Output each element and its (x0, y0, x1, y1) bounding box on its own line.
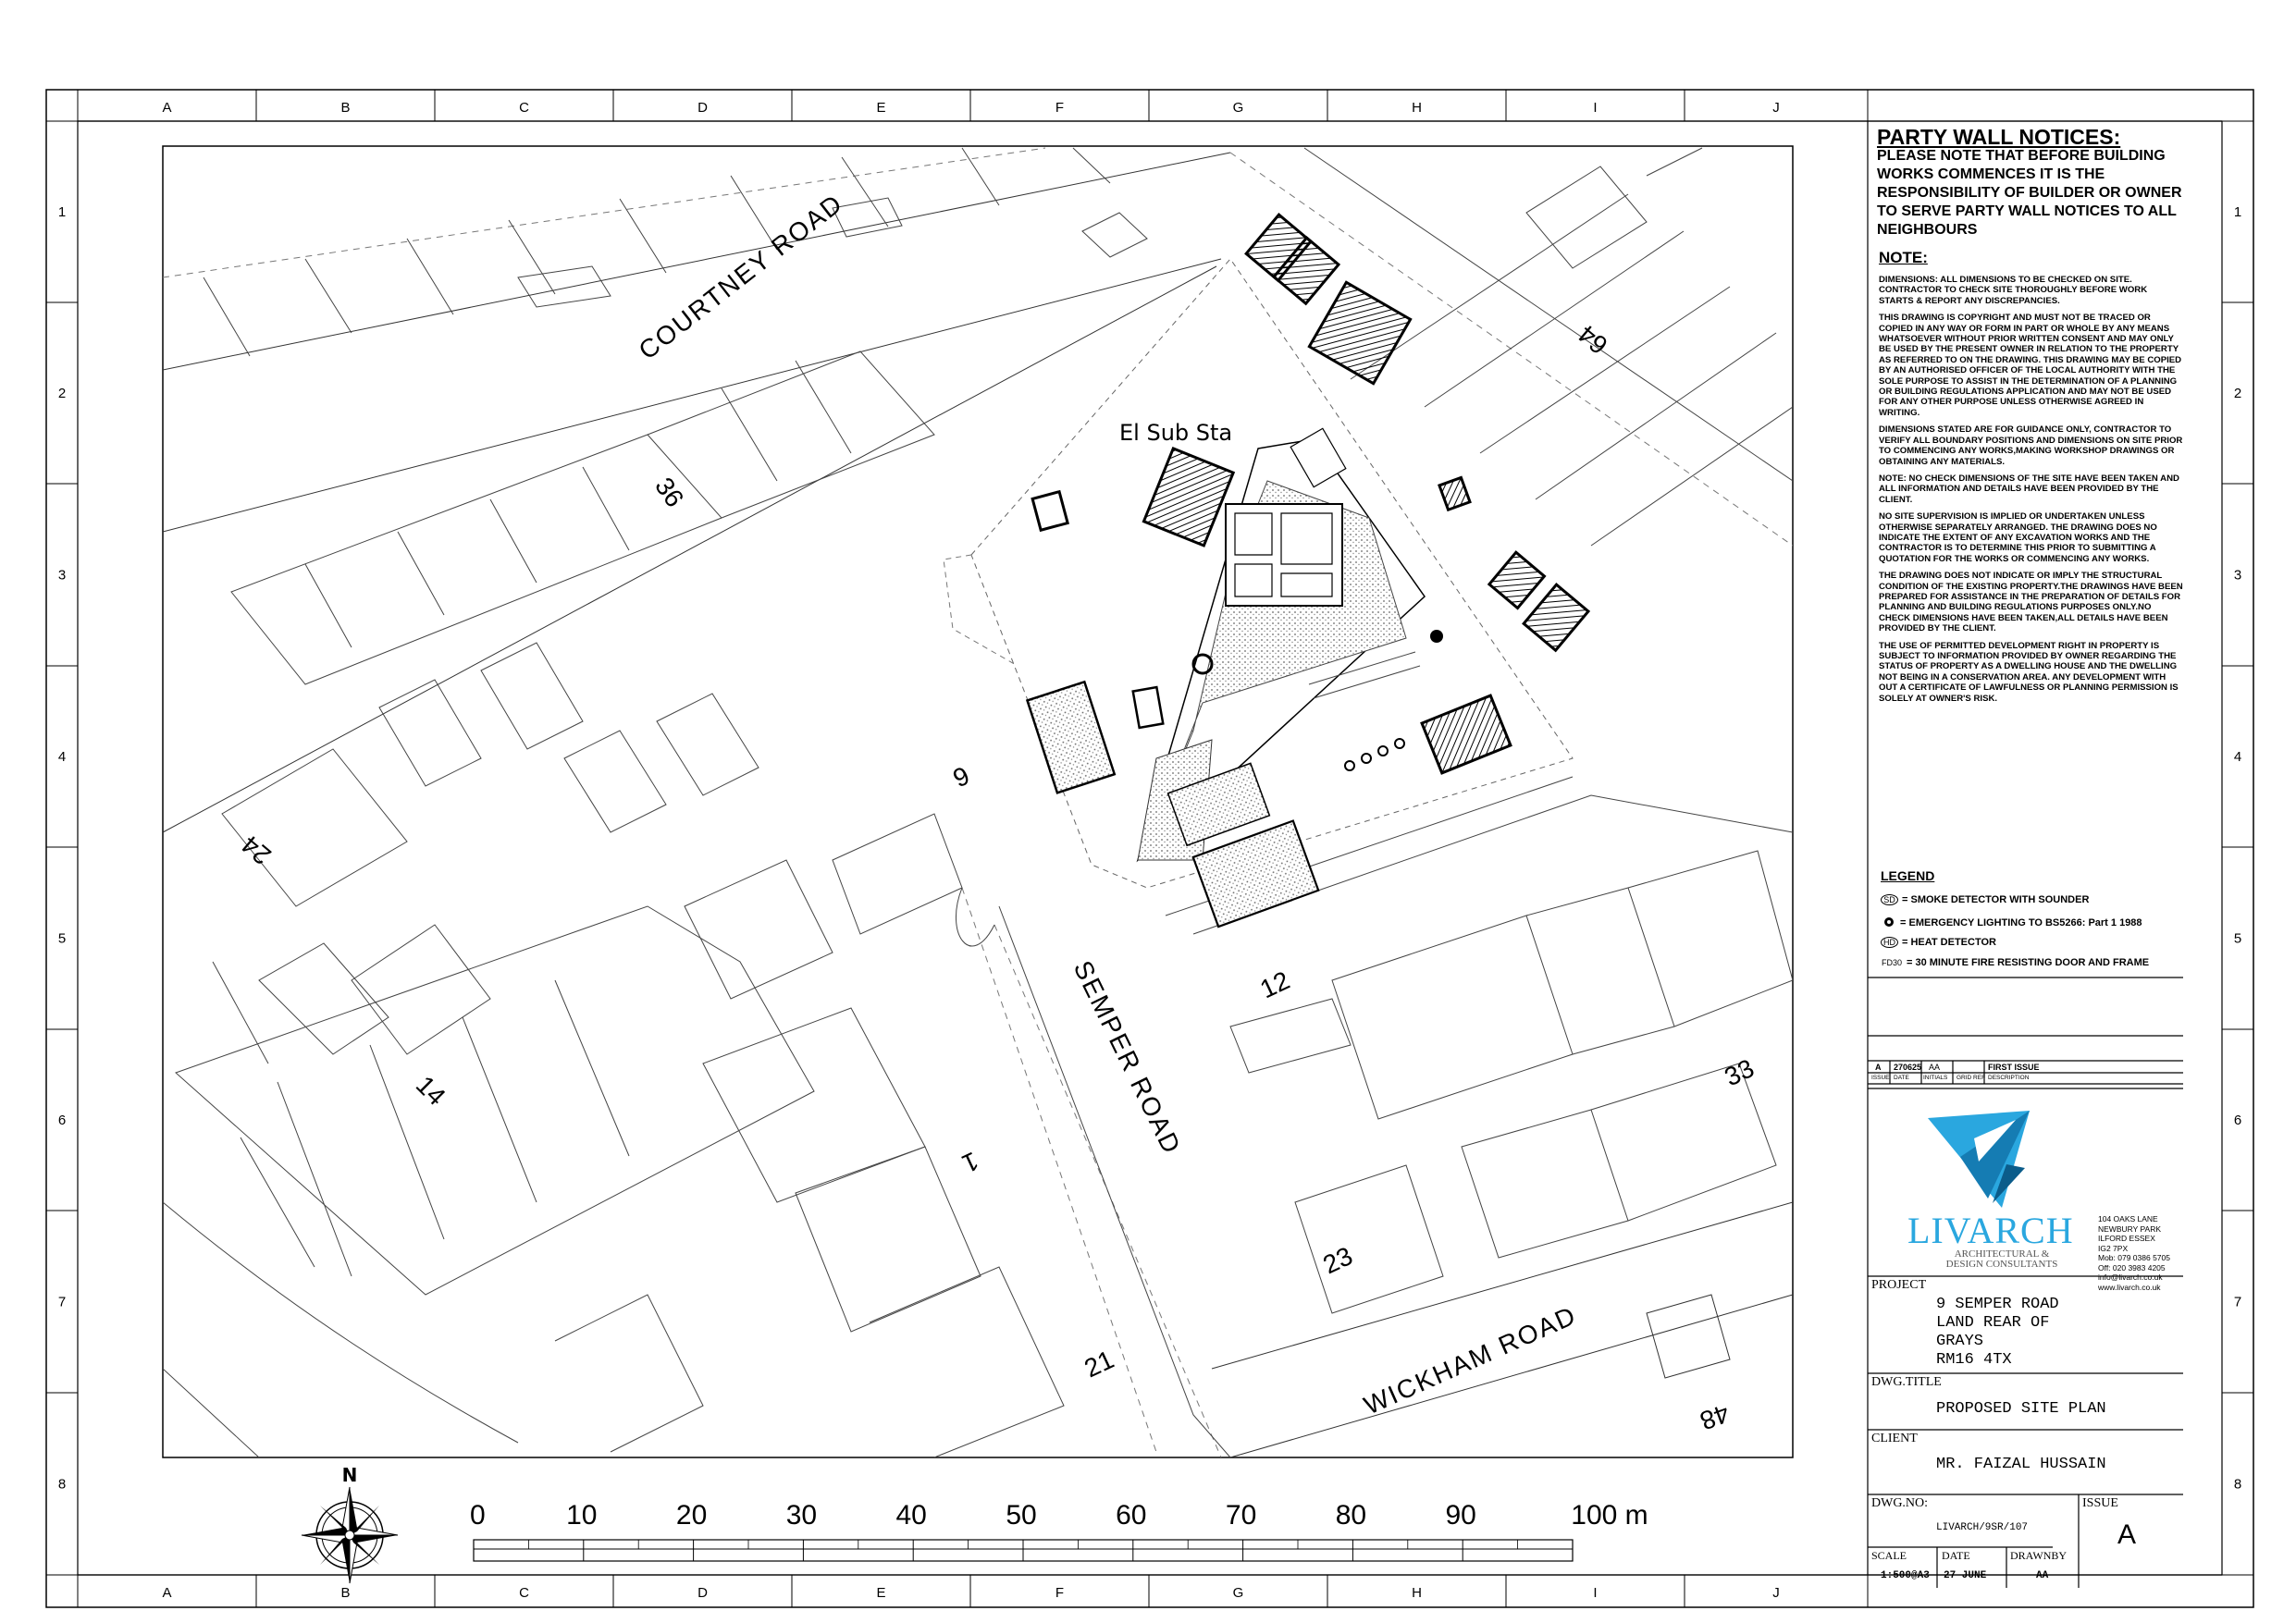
grid-col-top-H: H (1412, 100, 1422, 116)
courtney-road-label: COURTNEY ROAD (633, 188, 849, 365)
legend-heat-text: = HEAT DETECTOR (1902, 937, 1996, 948)
scale-label-2: 20 (675, 1500, 708, 1531)
revision-description: FIRST ISSUE (1988, 1063, 2040, 1072)
scale-label-6: 60 (1116, 1500, 1147, 1531)
grid-col-top-G: G (1232, 100, 1244, 116)
grid-row-right-3: 3 (2233, 567, 2242, 584)
dwg-title-label: DWG.TITLE (1871, 1375, 1942, 1389)
project-line-1: 9 SEMPER ROAD (1936, 1296, 2059, 1313)
grid-col-top-D: D (697, 100, 708, 116)
house-number-21: 21 (1080, 1345, 1118, 1383)
house-number-33: 33 (1720, 1053, 1759, 1092)
house-number-9: 9 (948, 760, 974, 793)
grid-col-bottom-B: B (340, 1585, 351, 1601)
grid-col-top-B: B (340, 100, 351, 116)
date-label: DATE (1942, 1549, 1970, 1562)
scale-value: 1:500@A3 (1881, 1570, 1930, 1581)
issue-value: A (2117, 1519, 2137, 1550)
smoke-detector-symbol: SD (1881, 894, 1898, 905)
address-line: ILFORD ESSEX (2098, 1234, 2155, 1243)
project-line-2: LAND REAR OF (1936, 1314, 2050, 1332)
grid-col-bottom-J: J (1772, 1585, 1780, 1601)
grid-col-top-F: F (1055, 100, 1065, 116)
grid-row-left-4: 4 (57, 749, 67, 765)
house-number-23: 23 (1318, 1241, 1357, 1280)
client-name: MR. FAIZAL HUSSAIN (1936, 1456, 2106, 1473)
shed-left (1133, 687, 1164, 728)
revision-date: 270625 (1894, 1063, 1922, 1072)
grid-col-top-E: E (876, 100, 886, 116)
grid-row-left-7: 7 (57, 1294, 67, 1310)
grid-row-left-1: 1 (57, 204, 67, 220)
revision-header-description: DESCRIPTION (1988, 1075, 2030, 1081)
revision-header-initials: INITIALS (1923, 1075, 1948, 1081)
house-number-64: 64 (1573, 319, 1613, 361)
north-arrow-icon (302, 1464, 398, 1583)
brand-name: LIVARCH (1907, 1210, 2074, 1251)
house-number-24: 24 (236, 830, 277, 871)
revision-issue: A (1875, 1063, 1882, 1072)
scale-label-8: 80 (1335, 1500, 1367, 1531)
dwg-no: LIVARCH/9SR/107 (1936, 1522, 2029, 1533)
grid-col-bottom-C: C (519, 1585, 529, 1601)
revision-header-date: DATE (1894, 1075, 1909, 1081)
address-office: Off: 020 3983 4205 (2098, 1262, 2166, 1273)
legend-fire-door-text: = 30 MINUTE FIRE RESISTING DOOR AND FRAME (1907, 957, 2150, 968)
scale-label-4: 40 (895, 1500, 927, 1531)
grid-col-bottom-H: H (1412, 1585, 1422, 1601)
grid-row-left-3: 3 (57, 567, 67, 584)
legend-title: LEGEND (1881, 868, 1935, 883)
grid-col-bottom-A: A (162, 1585, 172, 1601)
shrub (1430, 630, 1443, 643)
project-label: PROJECT (1871, 1278, 1927, 1292)
grid-col-bottom-F: F (1055, 1585, 1065, 1601)
grid-col-top-C: C (519, 100, 529, 116)
livarch-logo-icon (1923, 1111, 2034, 1212)
brand-tagline-1: ARCHITECTURAL & (1954, 1248, 2050, 1260)
project-line-4: RM16 4TX (1936, 1351, 2012, 1369)
wickham-road-label: WICKHAM ROAD (1359, 1300, 1581, 1420)
address-website: www.livarch.co.uk (2098, 1282, 2161, 1292)
note-7: THE USE OF PERMITTED DEVELOPMENT RIGHT IN PROPERTY IS SUBJECT TO INFORMATION PROVIDED BY OWNER REGARDING THE STATUS OF PROPERTY AS A DWELLING HOUSE AND THE DWELLING NOT BEING IN A CONSERVATION AREA. ANY DEVELOPMENT WITH OUT A CERTIFICATE OF LAWFULNESS OR PLANNING PERMISSION IS SOLELY AT OWNER'S RISK. (1879, 640, 2179, 704)
grid-row-left-8: 8 (57, 1476, 67, 1493)
legend-smoke-text: = SMOKE DETECTOR WITH SOUNDER (1902, 894, 2090, 905)
house-number-14: 14 (410, 1070, 451, 1112)
grid-row-right-7: 7 (2233, 1294, 2242, 1310)
grid-col-bottom-G: G (1232, 1585, 1244, 1601)
scale-label-9: 90 (1445, 1500, 1476, 1531)
scale-label-7: 70 (1225, 1500, 1257, 1531)
grid-row-left-2: 2 (57, 386, 67, 401)
date-value: 27 JUNE (1944, 1570, 1987, 1581)
note-3: DIMENSIONS STATED ARE FOR GUIDANCE ONLY, CONTRACTOR TO VERIFY ALL BOUNDARY POSITIONS AND DIMENSIONS ON SITE PRIOR TO COMMENCING ANY WORKS,MAKING WORKSHOP DRAWINGS OR OBTAINING ANY MATERIALS. (1879, 424, 2183, 467)
grid-row-right-4: 4 (2233, 749, 2242, 765)
issue-label: ISSUE (2082, 1496, 2118, 1510)
revision-header-gridref: GRID REF (1957, 1075, 1986, 1081)
grid-col-bottom-I: I (1593, 1585, 1598, 1601)
dwg-no-label: DWG.NO: (1871, 1496, 1929, 1510)
grid-row-left-6: 6 (57, 1113, 67, 1128)
scale-bar (470, 1500, 1648, 1561)
scale-label-5: 50 (1006, 1500, 1037, 1531)
scale-label-1: 10 (566, 1500, 598, 1531)
substation-label: El Sub Sta (1119, 420, 1233, 446)
party-wall-title: PARTY WALL NOTICES: (1877, 125, 2121, 149)
project-address (1936, 1296, 2059, 1370)
brand-tagline-2: DESIGN CONSULTANTS (1945, 1259, 2058, 1270)
address-mobile: Mob: 079 0386 5705 (2098, 1253, 2170, 1262)
company-address (2098, 1214, 2170, 1292)
party-wall-text: PLEASE NOTE THAT BEFORE BUILDING WORKS COMMENCES IT IS THE RESPONSIBILITY OF BUILDER OR OWNER TO SERVE PARTY WALL NOTICES TO ALL NEIGHBOURS (1877, 148, 2182, 238)
grid-col-bottom-D: D (697, 1585, 708, 1601)
scale-label-3: 30 (785, 1500, 818, 1531)
revision-initials: AA (1929, 1063, 1941, 1072)
address-line: 104 OAKS LANE (2098, 1214, 2158, 1223)
grid-col-bottom-E: E (876, 1585, 886, 1601)
project-line-3: GRAYS (1936, 1333, 1984, 1350)
scale-label-10: 100 m (1571, 1500, 1648, 1531)
grid-col-top-A: A (162, 100, 172, 116)
grid-row-right-6: 6 (2233, 1113, 2242, 1128)
revision-header-issue: ISSUE (1871, 1075, 1890, 1081)
brand-tagline (1923, 1249, 2080, 1270)
dwg-title: PROPOSED SITE PLAN (1936, 1400, 2106, 1418)
legend-emergency-text: = EMERGENCY LIGHTING TO BS5266: Part 1 1988 (1900, 917, 2142, 928)
title-block (1868, 125, 2183, 1588)
semper-road-label: SEMPER ROAD (1068, 956, 1187, 1160)
north-label: N (341, 1464, 358, 1486)
note-2: THIS DRAWING IS COPYRIGHT AND MUST NOT BE TRACED OR COPIED IN ANY WAY OR FORM IN PART OR WHOLE BY ANY MEANS WHATSOEVER WITHOUT PRIOR WRITTEN CONSENT AND MAY ONLY BE USED BY THE PRESENT OWNER IN RELATION TO THE PROPERTY AS REFERRED TO ON THE DRAWING. THIS DRAWING MAY BE COPIED BY AN AUTHORISED OFFICER OF THE LOCAL AUTHORITY WITH THE SOLE PURPOSE TO ASSIST IN THE DETERMINATION OF A PLANNING OR BUILDING REGULATIONS APPLICATION AND MAY NOT BE USED FOR ANY OTHER PURPOSE UNLESS OTHERWISE AGREED IN WRITING. (1879, 313, 2182, 418)
scale-label: SCALE (1871, 1549, 1907, 1562)
address-email: info@livarch.co.uk (2098, 1273, 2163, 1282)
grid-row-right-5: 5 (2233, 930, 2242, 947)
site-plan-map (163, 146, 1793, 1457)
scale-label-0: 0 (470, 1500, 486, 1531)
drawn-by-value: AA (2036, 1570, 2049, 1581)
grid-row-right-2: 2 (2233, 386, 2242, 401)
house-number-36: 36 (649, 472, 690, 512)
house-number-12: 12 (1255, 965, 1294, 1004)
heat-detector-symbol: HD (1881, 937, 1898, 948)
note-4: NOTE: NO CHECK DIMENSIONS OF THE SITE HAVE BEEN TAKEN AND ALL INFORMATION AND DETAILS HAVE BEEN PROVIDED BY THE CLIENT. (1879, 473, 2179, 505)
note-title: NOTE: (1879, 249, 1928, 266)
grid-row-right-8: 8 (2233, 1476, 2242, 1493)
house-number-48: 48 (1696, 1398, 1734, 1436)
note-1: DIMENSIONS: ALL DIMENSIONS TO BE CHECKED ON SITE. CONTRACTOR TO CHECK SITE THOROUGHLY BEFORE WORK STARTS & REPORT ANY DISCREPANCIES. (1879, 275, 2148, 306)
grid-row-left-5: 5 (57, 930, 67, 947)
grid-row-right-1: 1 (2233, 204, 2242, 220)
grid-col-top-J: J (1772, 100, 1780, 116)
drawn-by-label: DRAWNBY (2010, 1549, 2068, 1562)
note-6: THE DRAWING DOES NOT INDICATE OR IMPLY THE STRUCTURAL CONDITION OF THE EXISTING PROPERTY.THE DRAWINGS HAVE BEEN PREPARED FOR ASSISTANCE IN THE PREPARATION OF DETAILS FOR PLANNING AND BUILDING REGULATIONS PURPOSES ONLY.NO CHECK DIMENSIONS HAVE BEEN TAKEN,ALL DETAILS HAVE BEEN PROVIDED BY THE CLIENT. (1879, 571, 2183, 634)
note-5: NO SITE SUPERVISION IS IMPLIED OR UNDERTAKEN UNLESS OTHERWISE SEPARATELY ARRANGED. THE DRAWING DOES NO INDICATE THE EXTENT OF ANY EXCAVATION WORKS AND THE CONTRACTOR IS TO DETERMINE THIS PRIOR TO SUBMITTING A QUOTATION FOR THE WORKS OR COMMENCING ANY WORKS. (1879, 511, 2157, 564)
address-line: NEWBURY PARK (2098, 1223, 2162, 1234)
address-line: IG2 7PX (2098, 1243, 2129, 1253)
map-border (163, 146, 1793, 1457)
client-label: CLIENT (1871, 1432, 1918, 1445)
grid-col-top-I: I (1593, 100, 1598, 116)
fire-door-symbol: FD30 (1881, 958, 1902, 967)
house-number-1: 1 (957, 1146, 983, 1179)
